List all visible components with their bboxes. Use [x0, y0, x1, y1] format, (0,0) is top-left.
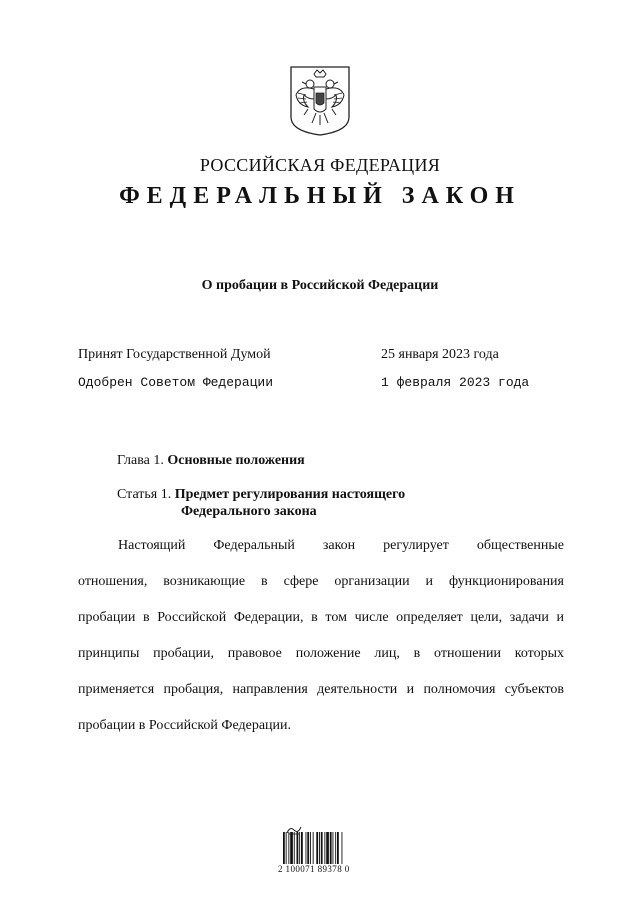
- russian-coat-of-arms-icon: [288, 65, 352, 137]
- barcode-bar: [330, 832, 332, 864]
- barcode-bar: [310, 832, 311, 864]
- barcode-bar: [316, 832, 318, 864]
- body-line: пробации в Российской Федерации.: [78, 718, 292, 733]
- barcode-bar: [286, 832, 287, 864]
- article-title-line2: Федерального закона: [181, 504, 317, 519]
- barcode-bar: [337, 832, 339, 864]
- article-prefix: Статья 1.: [117, 487, 172, 502]
- article-heading: [117, 486, 497, 520]
- barcode-bar: [297, 832, 299, 864]
- barcode-bar: [342, 832, 343, 864]
- body-line: пробации в Российской Федерации, в том числе определяет цели, задачи и: [78, 610, 564, 625]
- body-line: принципы пробации, правовое положение лиц, в отношении которых: [78, 646, 564, 661]
- barcode-bar: [335, 832, 336, 864]
- chapter-prefix: Глава 1.: [117, 453, 164, 468]
- barcode-bar: [321, 832, 323, 864]
- barcode-bar: [333, 832, 334, 864]
- barcode-bar: [324, 832, 325, 864]
- body-line: применяется пробация, направления деятельности и полномочия субъектов: [78, 682, 564, 697]
- barcode-bar: [319, 832, 320, 864]
- chapter-title: Основные положения: [167, 453, 305, 468]
- barcode-bar: [307, 832, 309, 864]
- approved-by-council-date: 1 февраля 2023 года: [381, 375, 530, 390]
- adopted-by-duma-label: Принят Государственной Думой: [78, 347, 271, 362]
- barcode: [282, 832, 360, 864]
- adopted-by-duma-date: 25 января 2023 года: [381, 347, 499, 362]
- barcode-bar: [299, 832, 300, 864]
- barcode-number: 2 100071 89378 0: [278, 864, 350, 874]
- law-title: О пробации в Российской Федерации: [201, 278, 439, 293]
- approved-by-council-label: Одобрен Советом Федерации: [78, 375, 274, 390]
- barcode-bar: [288, 832, 289, 864]
- article-title-line1: Предмет регулирования настоящего: [174, 487, 406, 502]
- country-name: РОССИЙСКАЯ ФЕДЕРАЦИЯ: [199, 155, 441, 175]
- barcode-bar: [313, 832, 314, 864]
- body-line: Настоящий Федеральный закон регулирует общественные: [118, 538, 564, 553]
- barcode-bar: [290, 832, 293, 864]
- law-type-heading: ФЕДЕРАЛЬНЫЙ ЗАКОН: [119, 183, 521, 209]
- barcode-bar: [283, 832, 285, 864]
- barcode-logo-icon: [285, 822, 303, 832]
- body-line: отношения, возникающие в сфере организации и функционирования: [78, 574, 564, 589]
- barcode-bar: [306, 832, 307, 864]
- barcode-bar: [294, 832, 295, 864]
- barcode-bar: [301, 832, 303, 864]
- chapter-heading: [117, 453, 305, 469]
- barcode-bar: [326, 832, 329, 864]
